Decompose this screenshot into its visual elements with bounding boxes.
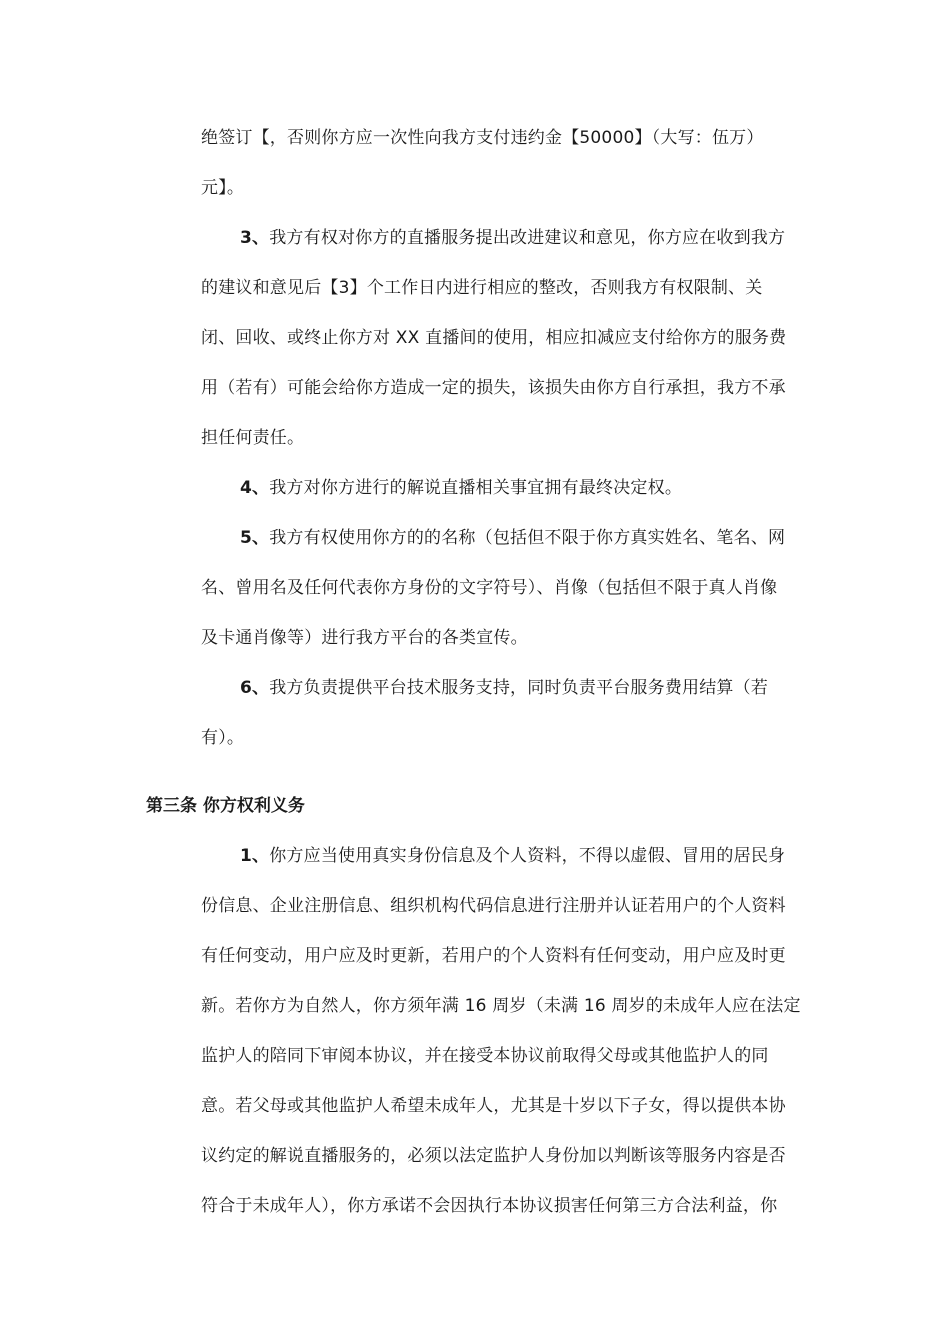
clause-text: 我方有权对你方的直播服务提出改进建议和意见，你方应在收到我方: [269, 228, 786, 248]
clause-text: 你方应当使用真实身份信息及个人资料，不得以虚假、冒用的居民身: [269, 846, 786, 866]
text-line: 份信息、企业注册信息、组织机构代码信息进行注册并认证若用户的个人资料: [201, 896, 786, 916]
text-line: 符合于未成年人），你方承诺不会因执行本协议损害任何第三方合法利益，你: [201, 1196, 778, 1216]
clause-4-first-line: [240, 476, 682, 500]
text-line: 名、曾用名及任何代表你方身份的文字符号）、肖像（包括但不限于真人肖像: [201, 578, 778, 598]
text-line: 用（若有）可能会给你方造成一定的损失，该损失由你方自行承担，我方不承: [201, 378, 786, 398]
text-line: 元】。: [201, 178, 245, 198]
text-line: 新。若你方为自然人，你方须年满 16 周岁（未满 16 周岁的未成年人应在法定: [201, 996, 801, 1016]
text-line: 监护人的陪同下审阅本协议，并在接受本协议前取得父母或其他监护人的同: [201, 1046, 769, 1066]
text-line: 的建议和意见后【3】个工作日内进行相应的整改，否则我方有权限制、关: [201, 278, 763, 298]
clause-3-first-line: [240, 226, 785, 250]
text-line: 意。若父母或其他监护人希望未成年人，尤其是十岁以下子女，得以提供本协: [201, 1096, 786, 1116]
text-line: 及卡通肖像等）进行我方平台的各类宣传。: [201, 628, 528, 648]
text-line: 担任何责任。: [201, 428, 305, 448]
clause-text: 我方有权使用你方的的名称（包括但不限于你方真实姓名、笔名、网: [269, 528, 786, 548]
text-line: 有任何变动，用户应及时更新，若用户的个人资料有任何变动，用户应及时更: [201, 946, 786, 966]
clause-number: 6、: [240, 678, 270, 698]
section-heading: 第三条 你方权利义务: [146, 796, 305, 816]
clause-number: 1、: [240, 846, 270, 866]
clause-number: 5、: [240, 528, 270, 548]
text-line: 闭、回收、或终止你方对 XX 直播间的使用，相应扣减应支付给你方的服务费: [201, 328, 787, 348]
section-3-clause-1-first-line: [240, 844, 785, 868]
clause-6-first-line: [240, 676, 768, 700]
clause-text: 我方负责提供平台技术服务支持，同时负责平台服务费用结算（若: [269, 678, 769, 698]
clause-number: 4、: [240, 478, 270, 498]
clause-5-first-line: [240, 526, 785, 550]
text-line: 绝签订【，否则你方应一次性向我方支付违约金【50000】（大写：伍万）: [201, 128, 764, 148]
clause-text: 我方对你方进行的解说直播相关事宜拥有最终决定权。: [269, 478, 683, 498]
text-line: 有）。: [201, 728, 245, 748]
text-line: 议约定的解说直播服务的，必须以法定监护人身份加以判断该等服务内容是否: [201, 1146, 786, 1166]
clause-number: 3、: [240, 228, 270, 248]
